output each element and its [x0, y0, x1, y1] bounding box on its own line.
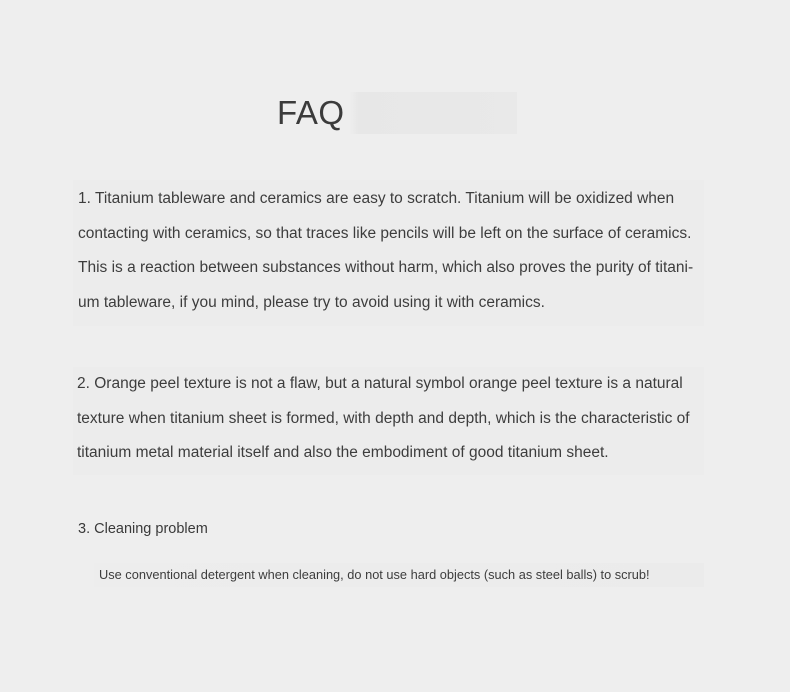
faq-item-3-heading: 3. Cleaning problem [78, 521, 208, 537]
faq-item-1-text: 1. Titanium tableware and ceramics are easy to scratch. Titanium will be oxidized when contacting with ceramics, so that traces like pencils will be left on the surface of ceramics. This is a reaction between substances without harm, which also proves the purity of titani- um tableware, if you mind, please try to avoid using it with ceramics. [78, 190, 694, 311]
faq-item-1 [73, 180, 704, 326]
faq-item-3-text: Use conventional detergent when cleaning, do not use hard objects (such as steel balls) to scrub! [94, 563, 704, 587]
faq-item-2 [73, 367, 704, 475]
faq-item-2-text: 2. Orange peel texture is not a flaw, but a natural symbol orange peel texture is a natural texture when titanium sheet is formed, with depth and depth, which is the characteristic of titanium metal material itself and also the embodiment of good titanium sheet. [77, 375, 690, 461]
page-title: FAQ [277, 92, 517, 134]
